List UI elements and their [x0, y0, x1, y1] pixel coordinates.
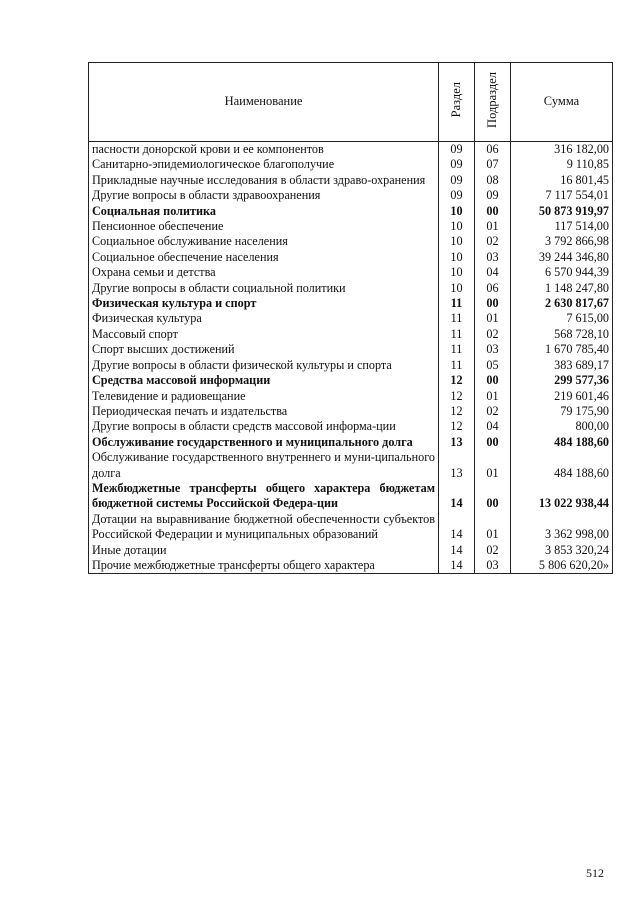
- row-razdel: 12: [439, 404, 475, 419]
- row-sum: 484 188,60: [511, 435, 613, 450]
- table-row: [89, 404, 613, 419]
- row-razdel: 14: [439, 543, 475, 558]
- row-name: Телевидение и радиовещание: [89, 389, 439, 404]
- row-sum: 117 514,00: [511, 219, 613, 234]
- row-razdel: 12: [439, 389, 475, 404]
- row-name: Физическая культура и спорт: [89, 296, 439, 311]
- page-number: 512: [586, 866, 604, 880]
- table-row: [89, 481, 613, 512]
- row-sum: 3 792 866,98: [511, 234, 613, 249]
- row-sum: 800,00: [511, 419, 613, 434]
- row-name: Спорт высших достижений: [89, 342, 439, 357]
- row-name: Средства массовой информации: [89, 373, 439, 388]
- table-row: [89, 204, 613, 219]
- header-podrazdel-label: Подраздел: [484, 71, 499, 128]
- row-razdel: 10: [439, 204, 475, 219]
- row-name: Санитарно-эпидемиологическое благополучие: [89, 157, 439, 172]
- row-razdel: 13: [439, 435, 475, 450]
- row-name: Массовый спорт: [89, 327, 439, 342]
- row-razdel: 12: [439, 419, 475, 434]
- row-sum: 1 148 247,80: [511, 281, 613, 296]
- row-razdel: 10: [439, 234, 475, 249]
- row-razdel: 10: [439, 250, 475, 265]
- row-razdel: 13: [439, 450, 475, 481]
- table-row: [89, 250, 613, 265]
- table-row: [89, 512, 613, 543]
- row-podrazdel: 02: [475, 404, 511, 419]
- row-podrazdel: 01: [475, 311, 511, 326]
- row-sum: 50 873 919,97: [511, 204, 613, 219]
- row-name: Социальное обслуживание населения: [89, 234, 439, 249]
- table-row: [89, 419, 613, 434]
- row-podrazdel: 06: [475, 281, 511, 296]
- row-podrazdel: 00: [475, 435, 511, 450]
- row-razdel: 11: [439, 358, 475, 373]
- header-name: Наименование: [89, 63, 439, 142]
- row-sum: 219 601,46: [511, 389, 613, 404]
- table-row: [89, 327, 613, 342]
- row-podrazdel: 01: [475, 219, 511, 234]
- row-sum: 39 244 346,80: [511, 250, 613, 265]
- row-name: Охрана семьи и детства: [89, 265, 439, 280]
- row-podrazdel: 00: [475, 204, 511, 219]
- row-sum: 568 728,10: [511, 327, 613, 342]
- row-podrazdel: 06: [475, 142, 511, 158]
- row-razdel: 14: [439, 558, 475, 574]
- row-razdel: 10: [439, 281, 475, 296]
- table-row: [89, 234, 613, 249]
- row-podrazdel: 02: [475, 234, 511, 249]
- row-name: Иные дотации: [89, 543, 439, 558]
- row-podrazdel: 00: [475, 296, 511, 311]
- header-summa: Сумма: [511, 63, 613, 142]
- row-name: Периодическая печать и издательства: [89, 404, 439, 419]
- row-podrazdel: 03: [475, 342, 511, 357]
- row-razdel: 11: [439, 296, 475, 311]
- row-name: Другие вопросы в области средств массовой информа-ции: [89, 419, 439, 434]
- row-podrazdel: 00: [475, 481, 511, 512]
- row-sum: 2 630 817,67: [511, 296, 613, 311]
- table-row: [89, 358, 613, 373]
- row-razdel: 09: [439, 142, 475, 158]
- header-razdel: [439, 63, 475, 142]
- table-row: [89, 188, 613, 203]
- table-row: [89, 296, 613, 311]
- row-podrazdel: 04: [475, 265, 511, 280]
- row-name: Дотации на выравнивание бюджетной обеспеченности субъектов Российской Федерации и муниципальных образований: [89, 512, 439, 543]
- table-row: [89, 157, 613, 172]
- row-name: Межбюджетные трансферты общего характера бюджетам бюджетной системы Российской Федера-ции: [89, 481, 439, 512]
- row-razdel: 11: [439, 327, 475, 342]
- row-name: Социальное обеспечение населения: [89, 250, 439, 265]
- row-sum: 79 175,90: [511, 404, 613, 419]
- row-podrazdel: 01: [475, 389, 511, 404]
- row-sum: 1 670 785,40: [511, 342, 613, 357]
- row-razdel: 09: [439, 157, 475, 172]
- row-podrazdel: 05: [475, 358, 511, 373]
- table-row: [89, 373, 613, 388]
- row-name: Обслуживание государственного внутреннего и муни-ципального долга: [89, 450, 439, 481]
- header-podrazdel: [475, 63, 511, 142]
- table-row: [89, 265, 613, 280]
- row-podrazdel: 03: [475, 558, 511, 574]
- budget-table: [88, 62, 613, 574]
- row-podrazdel: 03: [475, 250, 511, 265]
- row-razdel: 09: [439, 188, 475, 203]
- row-razdel: 11: [439, 342, 475, 357]
- row-sum: 3 362 998,00: [511, 512, 613, 543]
- row-name: Другие вопросы в области здравоохранения: [89, 188, 439, 203]
- row-sum: 299 577,36: [511, 373, 613, 388]
- row-podrazdel: 01: [475, 512, 511, 543]
- row-razdel: 10: [439, 219, 475, 234]
- row-name: Другие вопросы в области социальной политики: [89, 281, 439, 296]
- table-row: [89, 142, 613, 158]
- table-row: [89, 173, 613, 188]
- table-row: [89, 558, 613, 574]
- row-sum: 13 022 938,44: [511, 481, 613, 512]
- row-sum: 9 110,85: [511, 157, 613, 172]
- table-row: [89, 219, 613, 234]
- table-row: [89, 342, 613, 357]
- row-razdel: 14: [439, 481, 475, 512]
- row-sum: 7 117 554,01: [511, 188, 613, 203]
- row-razdel: 12: [439, 373, 475, 388]
- row-sum: 3 853 320,24: [511, 543, 613, 558]
- row-podrazdel: 09: [475, 188, 511, 203]
- row-razdel: 11: [439, 311, 475, 326]
- row-sum: 6 570 944,39: [511, 265, 613, 280]
- row-podrazdel: 00: [475, 373, 511, 388]
- header-razdel-label: Раздел: [448, 82, 463, 118]
- row-name: Пенсионное обеспечение: [89, 219, 439, 234]
- row-name: Обслуживание государственного и муниципального долга: [89, 435, 439, 450]
- row-razdel: 10: [439, 265, 475, 280]
- table-row: [89, 389, 613, 404]
- row-name: Прочие межбюджетные трансферты общего характера: [89, 558, 439, 574]
- row-podrazdel: 02: [475, 327, 511, 342]
- row-podrazdel: 02: [475, 543, 511, 558]
- table-row: [89, 435, 613, 450]
- table-header-row: [89, 63, 613, 142]
- table-row: [89, 543, 613, 558]
- row-podrazdel: 08: [475, 173, 511, 188]
- row-podrazdel: 07: [475, 157, 511, 172]
- table-row: [89, 281, 613, 296]
- row-sum: 484 188,60: [511, 450, 613, 481]
- row-name: Физическая культура: [89, 311, 439, 326]
- row-sum: 16 801,45: [511, 173, 613, 188]
- row-sum: 383 689,17: [511, 358, 613, 373]
- row-name: пасности донорской крови и ее компонентов: [89, 142, 439, 158]
- row-podrazdel: 01: [475, 450, 511, 481]
- row-sum: 316 182,00: [511, 142, 613, 158]
- row-sum: 7 615,00: [511, 311, 613, 326]
- table-row: [89, 450, 613, 481]
- row-name: Социальная политика: [89, 204, 439, 219]
- row-name: Другие вопросы в области физической культуры и спорта: [89, 358, 439, 373]
- row-sum: 5 806 620,20»: [511, 558, 613, 574]
- table-body: [89, 142, 613, 574]
- row-razdel: 09: [439, 173, 475, 188]
- row-podrazdel: 04: [475, 419, 511, 434]
- row-razdel: 14: [439, 512, 475, 543]
- table-row: [89, 311, 613, 326]
- row-name: Прикладные научные исследования в области здраво-охранения: [89, 173, 439, 188]
